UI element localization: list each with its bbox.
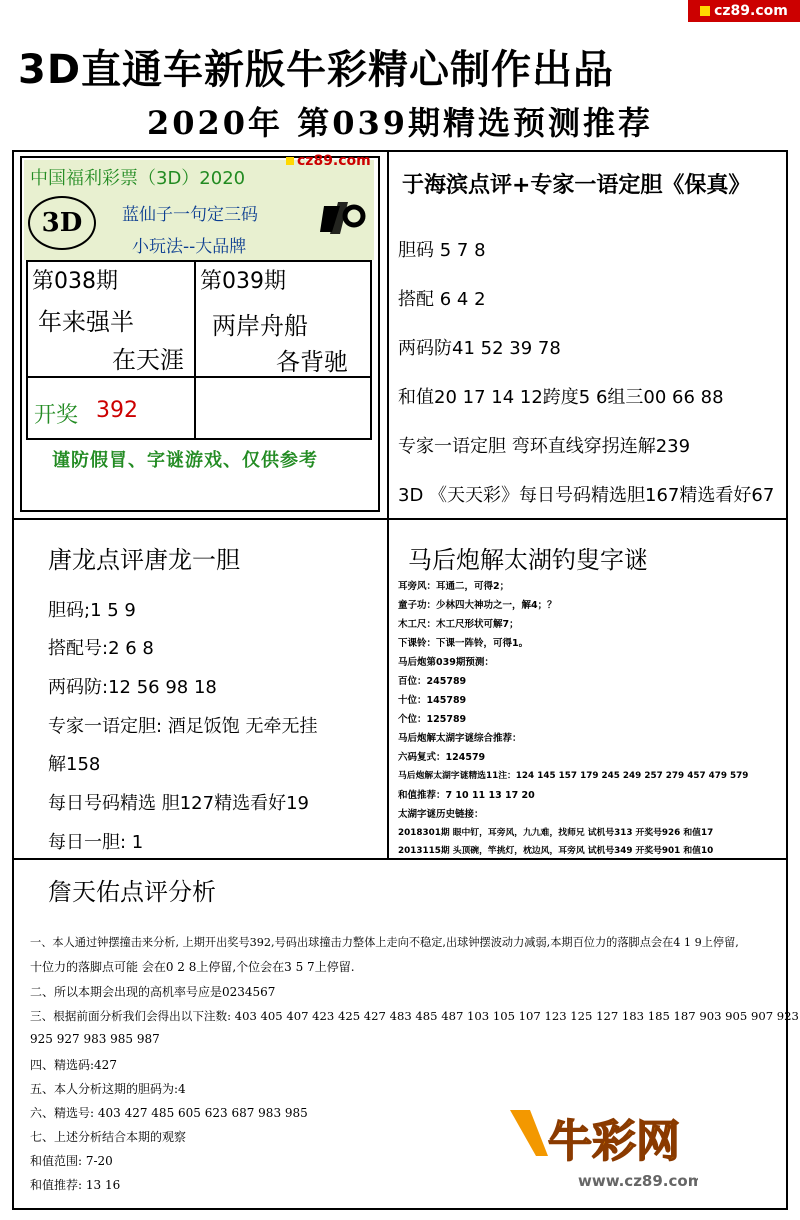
mahoupao-line: 童子功：少林四大神功之一，解4；？ xyxy=(398,600,557,611)
divider-bottom xyxy=(12,858,788,860)
expert-panel-title: 于海滨点评+专家一语定胆《保真》 xyxy=(402,173,751,198)
cur-riddle-line-1: 两岸舟船 xyxy=(212,312,308,340)
mahoupao-line: 2013115期 头顶碗，竿挑灯，枕边风，耳旁风 试机号349 开奖号901 和值10 xyxy=(398,846,714,856)
page-title: 3D直通车新版牛彩精心制作出品 xyxy=(18,47,615,93)
expert-line: 3D 《天天彩》每日号码精选胆167精选看好67 xyxy=(398,485,775,506)
3d-logo: 3D xyxy=(28,196,96,250)
card-slogan-1: 蓝仙子一句定三码 xyxy=(122,205,258,225)
divider-vertical xyxy=(387,150,389,860)
mahoupao-line: 和值推荐：7 10 11 13 17 20 xyxy=(398,790,535,801)
riddle-grid-vline xyxy=(194,260,196,440)
welfare-lottery-logo-icon xyxy=(318,198,366,246)
lottery-card-title: 中国福利彩票（3D）2020 xyxy=(30,168,246,189)
mahoupao-line: 十位：145789 xyxy=(398,695,467,706)
expert-line: 两码防41 52 39 78 xyxy=(398,338,561,359)
analysis-line: 六、精选号: 403 427 485 605 623 687 983 985 xyxy=(30,1106,308,1120)
site-watermark xyxy=(688,0,800,22)
mahoupao-line: 个位：125789 xyxy=(398,714,467,725)
tanglong-line: 胆码;1 5 9 xyxy=(48,600,136,621)
mahoupao-line: 太湖字谜历史链接： xyxy=(398,809,484,820)
analysis-line: 和值推荐: 13 16 xyxy=(30,1178,121,1192)
card-slogan-2: 小玩法--大品牌 xyxy=(132,237,247,257)
analysis-line: 七、上述分析结合本期的观察 xyxy=(30,1130,187,1144)
divider-top xyxy=(12,518,788,520)
draw-label: 开奖 xyxy=(34,403,79,428)
caution-text: 谨防假冒、字谜游戏、仅供参考 xyxy=(52,450,318,471)
watermark-text: cz89.com xyxy=(714,3,788,19)
tanglong-line: 每日一胆: 1 xyxy=(48,832,144,853)
expert-line: 搭配 6 4 2 xyxy=(398,289,486,310)
watermark-square-icon xyxy=(700,6,710,16)
tanglong-line: 解158 xyxy=(48,754,101,775)
prev-riddle-line-2: 在天涯 xyxy=(112,346,184,374)
analysis-line: 和值范围: 7-20 xyxy=(30,1154,113,1168)
mahoupao-line: 木工尺：木工尺形状可解7； xyxy=(398,619,519,630)
prev-riddle-line-1: 年来强半 xyxy=(38,308,134,336)
expert-line: 胆码 5 7 8 xyxy=(398,240,486,261)
cur-riddle-line-2: 各背驰 xyxy=(276,348,348,376)
analysis-line: 925 927 983 985 987 xyxy=(30,1032,160,1046)
brand-logo-text: 牛彩网 xyxy=(548,1116,680,1167)
expert-line: 和值20 17 14 12跨度5 6组三00 66 88 xyxy=(398,387,724,408)
mahoupao-line: 2018301期 眼中钉，耳旁风，九九难，找师兄 试机号313 开奖号926 和值17 xyxy=(398,828,714,838)
prev-period: 第038期 xyxy=(32,269,118,294)
analysis-line: 五、本人分析这期的胆码为:4 xyxy=(30,1082,186,1096)
analysis-line: 十位力的落脚点可能 会在0 2 8上停留,个位会在3 5 7上停留. xyxy=(30,960,355,974)
mahoupao-title: 马后炮解太湖钓叟字谜 xyxy=(408,546,648,574)
logo-square-icon xyxy=(286,157,294,165)
zhantianyou-title: 詹天佑点评分析 xyxy=(48,878,216,906)
tanglong-line: 专家一语定胆: 酒足饭饱 无牵无挂 xyxy=(48,716,318,737)
draw-number: 392 xyxy=(96,398,138,423)
cz89-logo-text: cz89.com xyxy=(297,153,371,169)
mahoupao-line: 下课铃：下课一阵铃，可得1。 xyxy=(398,638,529,649)
mahoupao-line: 马后炮解太湖字谜精选11注：124 145 157 179 245 249 257 279 457 479 579 xyxy=(398,771,749,781)
mahoupao-line: 马后炮解太湖字谜综合推荐： xyxy=(398,733,522,744)
tanglong-line: 搭配号:2 6 8 xyxy=(48,638,154,659)
analysis-line: 三、根据前面分析我们会得出以下注数: 403 405 407 423 425 427 483 485 487 103 105 107 123 125 127 183 185 187 903 905 907 923 xyxy=(30,1009,799,1023)
expert-line: 专家一语定胆 弯环直线穿拐连解239 xyxy=(398,436,691,457)
mahoupao-line: 马后炮第039期预测： xyxy=(398,657,494,668)
cur-period: 第039期 xyxy=(200,269,286,294)
mahoupao-line: 百位：245789 xyxy=(398,676,467,687)
analysis-line: 四、精选码:427 xyxy=(30,1058,117,1072)
analysis-line: 一、本人通过钟摆撞击来分析, 上期开出奖号392,号码出球撞击力整体上走向不稳定,出球钟摆波动力减弱,本期百位力的落脚点会在4 1 9上停留, xyxy=(30,936,739,949)
niucai-brand-logo xyxy=(508,1098,698,1198)
cz89-logo xyxy=(286,153,371,169)
mahoupao-line: 六码复式：124579 xyxy=(398,752,486,763)
mahoupao-line: 耳旁风：耳通二，可得2； xyxy=(398,581,510,592)
analysis-line: 二、所以本期会出现的高机率号应是0234567 xyxy=(30,985,276,999)
tanglong-line: 两码防:12 56 98 18 xyxy=(48,677,217,698)
page-subtitle: 2020年 第039期精选预测推荐 xyxy=(146,104,653,142)
brand-url-text: www.cz89.com xyxy=(578,1172,698,1190)
tanglong-title: 唐龙点评唐龙一胆 xyxy=(48,546,240,574)
tanglong-line: 每日号码精选 胆127精选看好19 xyxy=(48,793,309,814)
